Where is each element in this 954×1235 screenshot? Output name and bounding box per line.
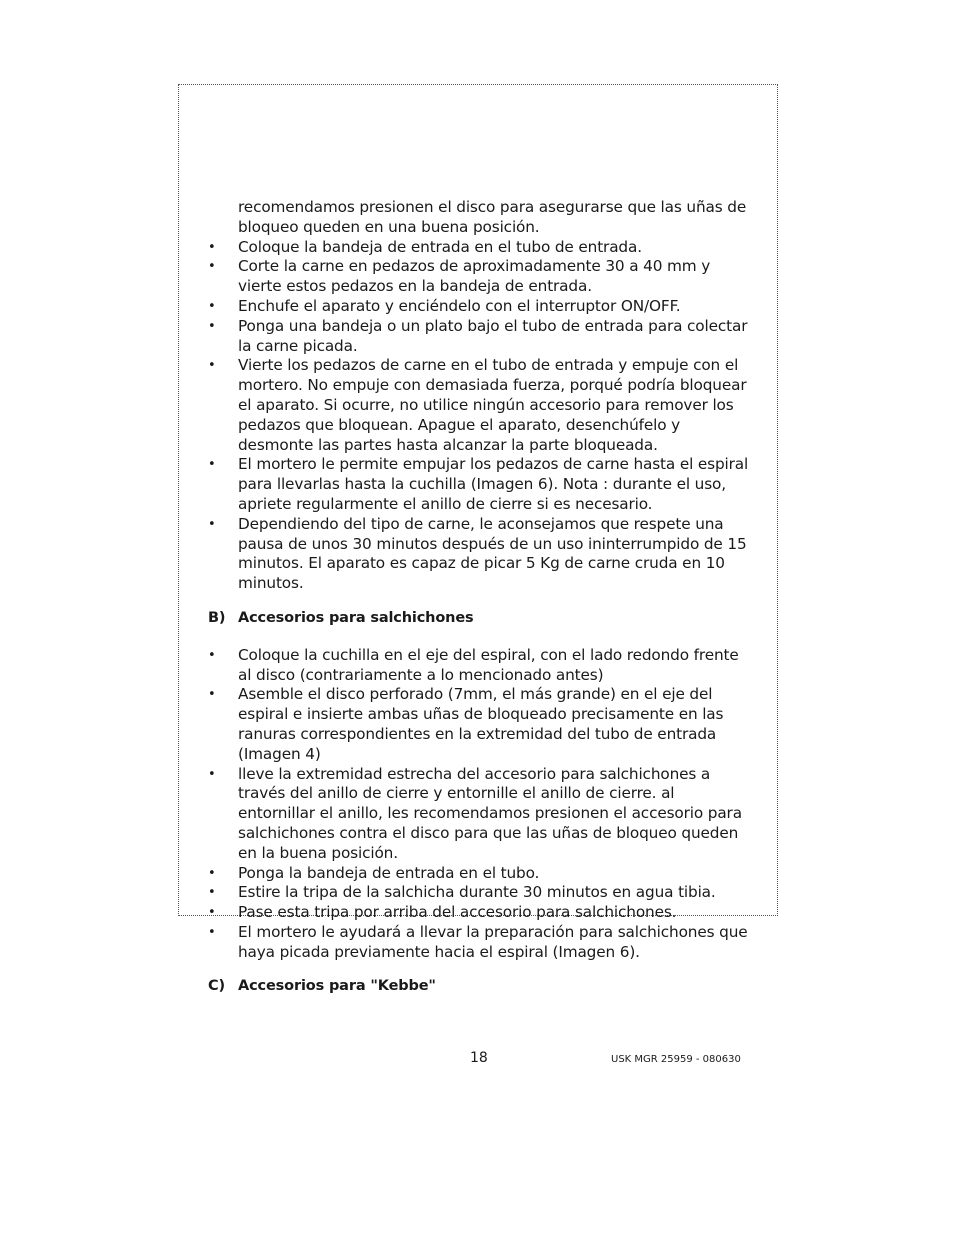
bullet-marker: • [208,457,216,473]
list-item-text: Asemble el disco perforado (7mm, el más grande) en el eje del espiral e insierte ambas uñas de bloqueado precisamente en las ranuras correspondientes en la extremidad del tubo de entrada (Imagen 4) [238,685,724,763]
list-item [208,864,753,884]
list-item [208,883,753,903]
bullet-list-b [208,646,753,963]
document-code: USK MGR 25959 - 080630 [611,1054,741,1065]
list-item-text: lleve la extremidad estrecha del accesorio para salchichones a través del anillo de cierre y entornille el anillo de cierre. al entornillar el anillo, les recomendamos presionen el accesorio para salchichones contra el disco para que las uñas de bloqueo queden en la buena posición. [238,764,742,862]
bullet-list-a [208,238,753,594]
list-item [208,238,753,258]
bullet-marker: • [208,766,216,782]
bullet-marker: • [208,687,216,703]
bullet-marker: • [208,647,216,663]
bullet-marker: • [208,239,216,255]
list-item-text: Dependiendo del tipo de carne, le aconsejamos que respete una pausa de unos 30 minutos después de un uso ininterrumpido de 15 minutos. El aparato es capaz de picar 5 Kg de carne cruda en 10 minutos. [238,514,747,593]
bullet-marker: • [208,516,216,532]
list-item-text: Estire la tripa de la salchicha durante 30 minutos en agua tibia. [238,883,716,902]
lead-paragraph: recomendamos presionen el disco para asegurarse que las uñas de bloqueo queden en una buena posición. [238,198,747,236]
list-item [208,455,753,514]
document-body [208,198,753,1014]
bullet-marker: • [208,924,216,940]
list-item [208,515,753,594]
list-item-text: El mortero le permite empujar los pedazos de carne hasta el espiral para llevarlas hasta la cuchilla (Imagen 6). Nota : durante el uso, apriete regularmente el anillo de cierre si es necesario. [238,455,749,513]
section-b-title: Accesorios para salchichones [238,609,474,626]
list-item [208,646,753,686]
section-b-heading [208,609,753,629]
list-item [208,685,753,764]
list-item [208,257,753,297]
bullet-marker: • [208,259,216,275]
page-number: 18 [470,1050,488,1066]
section-c-title: Accesorios para "Kebbe" [238,978,436,995]
bullet-marker: • [208,905,216,921]
bullet-marker: • [208,865,216,881]
list-item-text: Pase esta tripa por arriba del accesorio para salchichones. [238,903,677,922]
list-item [208,297,753,317]
list-item-text: Coloque la cuchilla en el eje del espiral, con el lado redondo frente al disco (contrariamente a lo mencionado antes) [238,645,739,684]
list-item [208,923,753,963]
bullet-marker: • [208,358,216,374]
list-item [208,903,753,923]
list-item [208,317,753,357]
section-c-letter: C) [208,978,225,995]
list-item-text: Ponga la bandeja de entrada en el tubo. [238,863,540,882]
list-item [208,765,753,864]
list-item [208,356,753,455]
list-item-text: Ponga una bandeja o un plato bajo el tubo de entrada para colectar la carne picada. [238,316,748,355]
bullet-marker: • [208,318,216,334]
bullet-marker: • [208,298,216,314]
list-item-text: Vierte los pedazos de carne en el tubo de entrada y empuje con el mortero. No empuje con demasiada fuerza, porqué podría bloquear el aparato. Si ocurre, no utilice ningún accesorio para remover los pedazos que bloquean. Apague el aparato, desenchúfelo y desmonte las partes hasta alcanzar la parte bloqueada. [238,356,747,454]
list-item-text: Coloque la bandeja de entrada en el tubo de entrada. [238,237,642,256]
section-b-letter: B) [208,609,226,626]
list-item-text: Corte la carne en pedazos de aproximadamente 30 a 40 mm y vierte estos pedazos en la bandeja de entrada. [238,257,711,296]
list-item-text: Enchufe el aparato y enciéndelo con el interruptor ON/OFF. [238,296,681,315]
list-item-text: El mortero le ayudará a llevar la preparación para salchichones que haya picada previamente hacia el espiral (Imagen 6). [238,922,748,961]
section-c-heading [208,977,753,997]
bullet-marker: • [208,885,216,901]
